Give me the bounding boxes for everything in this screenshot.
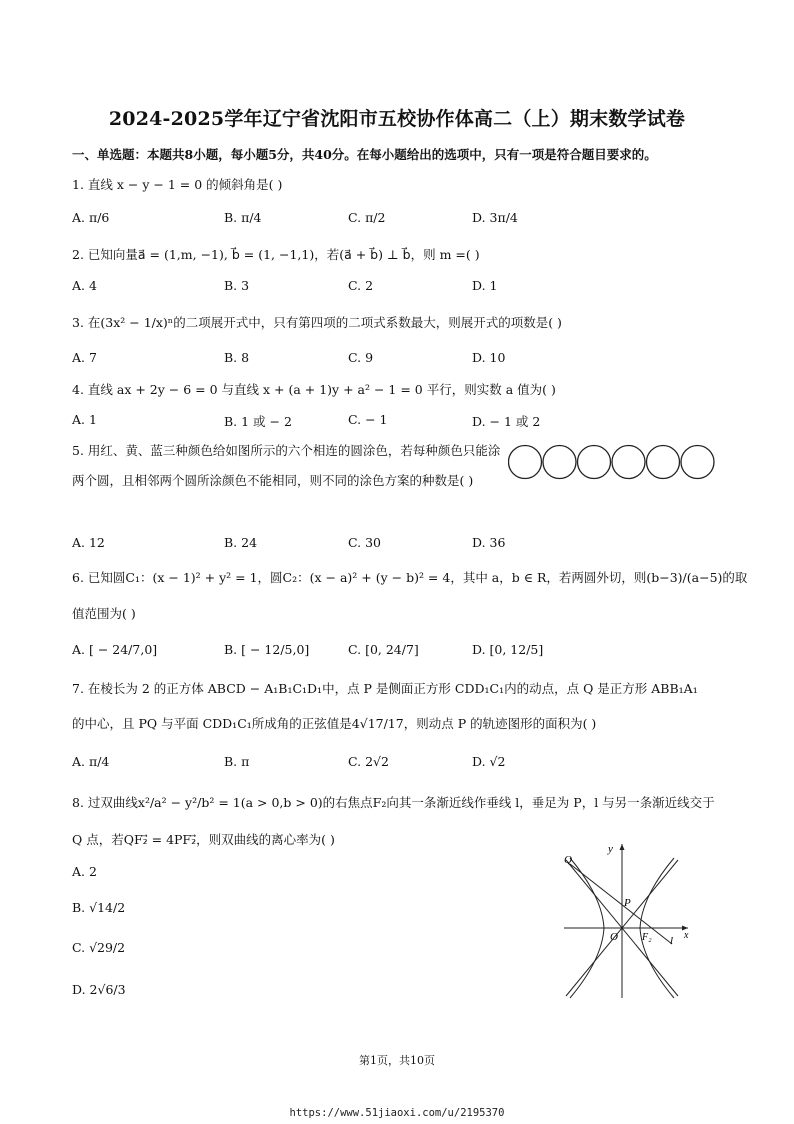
question-2: 2. 已知向量a⃗ = (1,m, −1), b⃗ = (1, −1,1)，若(a⃗ + b⃗) ⊥ b⃗，则 m =( ) [72,247,480,262]
option-c: C. [0, 24/7] [348,642,419,657]
line-l [570,864,672,944]
option-d: D. 1 [472,278,498,293]
section-heading: 一、单选题：本题共8小题，每小题5分，共40分。在每小题给出的选项中，只有一项是符合题目要求的。 [72,147,657,162]
question-8-line-1: 8. 过双曲线x²/a² − y²/b² = 1(a > 0,b > 0)的右焦点F₂向其一条渐近线作垂线 l，垂足为 P，l 与另一条渐近线交于 [72,795,715,810]
label-o: O [610,931,618,943]
options-6 [72,642,632,664]
watermark-url: www.51jiaoxi.com/u/2195370 [340,1107,505,1119]
question-3: 3. 在(3x² − 1/x)ⁿ的二项展开式中，只有第四项的二项式系数最大，则展开式的项数是( ) [72,315,562,330]
label-q: Q [564,854,572,866]
option-d: D. − 1 或 2 [472,414,541,429]
circle-2 [543,446,576,479]
page-title: 2024-2025学年辽宁省沈阳市五校协作体高二（上）期末数学试卷 [108,108,686,130]
question-1: 1. 直线 x − y − 1 = 0 的倾斜角是( ) [72,177,283,192]
option-c: C. 2√2 [348,754,389,769]
question-5: 5. 用红、黄、蓝三种颜色给如图所示的六个相连的圆涂色，若每种颜色只能涂两个圆，且相邻两个圆所涂颜色不能相同，则不同的涂色方案的种数是( ) [72,443,501,488]
option-b: B. π/4 [224,210,262,225]
label-p: P [624,897,631,909]
option-d: D. 2√6/3 [72,982,126,997]
label-f2: F₂ [642,932,652,943]
option-a: A. 1 [72,412,97,427]
option-a: A. 12 [72,535,105,550]
option-b: B. 3 [224,278,250,293]
options-2 [72,278,632,300]
option-d: D. 3π/4 [472,210,518,225]
watermark-prefix: https:// [289,1107,341,1119]
question-4: 4. 直线 ax + 2y − 6 = 0 与直线 x + (a + 1)y + a² − 1 = 0 平行，则实数 a 值为( ) [72,382,556,397]
question-6-line-2: 值范围为( ) [72,606,136,621]
option-c: C. 2 [348,278,374,293]
option-b: B. [ − 12/5,0] [224,642,310,657]
question-7-line-1: 7. 在棱长为 2 的正方体 ABCD − A₁B₁C₁D₁中，点 P 是侧面正方形 CDD₁C₁内的动点，点 Q 是正方形 ABB₁A₁ [72,681,698,696]
circle-3 [578,446,611,479]
options-4 [72,412,632,434]
y-axis-arrow [620,844,625,850]
six-circles-figure [508,444,716,480]
options-3 [72,350,632,372]
option-c: C. 9 [348,350,374,365]
option-a: A. π/6 [72,210,110,225]
option-c: C. π/2 [348,210,386,225]
options-7 [72,754,632,776]
option-d: D. √2 [472,754,506,769]
option-c: C. √29/2 [72,940,126,955]
option-d: D. [0, 12/5] [472,642,544,657]
page-footer: 第1页，共10页 [359,1054,435,1067]
option-b: B. 24 [224,535,258,550]
option-b: B. 1 或 − 2 [224,414,292,429]
option-a: A. 4 [72,278,97,293]
option-a: A. 2 [72,864,97,879]
circle-5 [647,446,680,479]
option-b: B. π [224,754,250,769]
label-x: x [684,930,689,941]
option-c: C. − 1 [348,412,388,427]
options-5 [72,535,632,557]
option-b: B. 8 [224,350,250,365]
circle-4 [612,446,645,479]
option-d: D. 36 [472,535,506,550]
option-d: D. 10 [472,350,506,365]
options-1 [72,210,632,232]
label-y: y [608,843,613,855]
question-8-line-2: Q 点，若QF₂⃗ = 4PF₂⃗，则双曲线的离心率为( ) [72,832,335,847]
label-l: l [670,935,674,947]
hyperbola-figure [556,840,696,1000]
question-6-line-1: 6. 已知圆C₁：(x − 1)² + y² = 1，圆C₂：(x − a)² + (y − b)² = 4，其中 a，b ∈ R，若两圆外切，则(b−3)/(a−5)的取 [72,570,748,585]
question-7-line-2: 的中心，且 PQ 与平面 CDD₁C₁所成角的正弦值是4√17/17，则动点 P 的轨迹图形的面积为( ) [72,716,597,731]
circle-1 [509,446,542,479]
option-a: A. 7 [72,350,97,365]
option-b: B. √14/2 [72,900,126,915]
option-a: A. π/4 [72,754,110,769]
option-c: C. 30 [348,535,381,550]
option-a: A. [ − 24/7,0] [72,642,158,657]
circle-6 [681,446,714,479]
watermark [0,1107,794,1119]
